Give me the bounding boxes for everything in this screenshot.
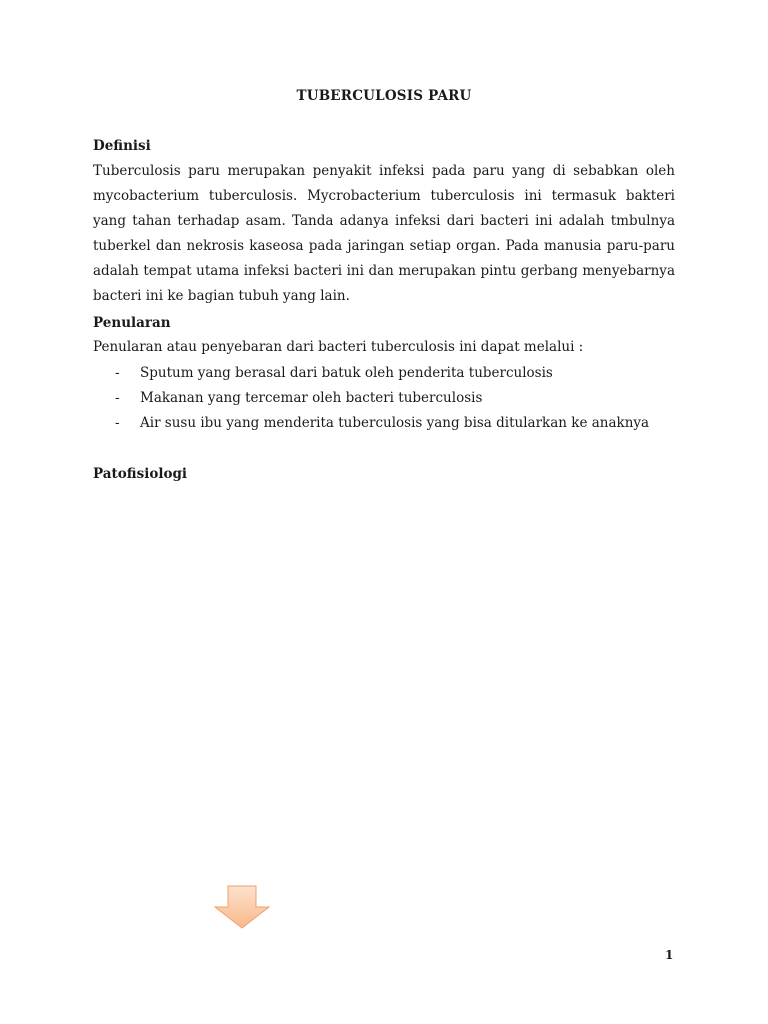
section-heading-definisi: Definisi xyxy=(93,138,151,154)
document-title: TUBERCULOSIS PARU xyxy=(296,88,472,104)
section-heading-patofisiologi: Patofisiologi xyxy=(93,466,188,482)
list-item-text: Makanan yang tercemar oleh bacteri tuberculosis xyxy=(140,390,483,406)
page-number: 1 xyxy=(665,948,674,962)
penularan-list xyxy=(93,361,649,436)
list-item xyxy=(93,386,649,411)
bullet-dash: - xyxy=(115,415,120,431)
list-item-text: Sputum yang berasal dari batuk oleh penderita tuberculosis xyxy=(140,365,553,381)
list-item-text: Air susu ibu yang menderita tuberculosis yang bisa ditularkan ke anaknya xyxy=(140,415,650,431)
down-arrow-icon xyxy=(214,885,270,929)
bullet-dash: - xyxy=(115,390,120,406)
bullet-dash: - xyxy=(115,365,120,381)
penularan-intro: Penularan atau penyebaran dari bacteri tuberculosis ini dapat melalui : xyxy=(93,339,584,355)
list-item xyxy=(93,361,649,386)
definisi-paragraph: Tuberculosis paru merupakan penyakit infeksi pada paru yang di sebabkan oleh mycobacterium tuberculosis. Mycrobacterium tuberculosis ini termasuk bakteri yang tahan terhadap asam. Tanda adanya infeksi dari bacteri ini adalah tmbulnya tuberkel dan nekrosis kaseosa pada jaringan setiap organ. Pada manusia paru-paru adalah tempat utama infeksi bacteri ini dan merupakan pintu gerbang menyebarnya bacteri ini ke bagian tubuh yang lain. xyxy=(93,163,675,304)
section-heading-penularan: Penularan xyxy=(93,315,171,331)
list-item xyxy=(93,411,649,436)
